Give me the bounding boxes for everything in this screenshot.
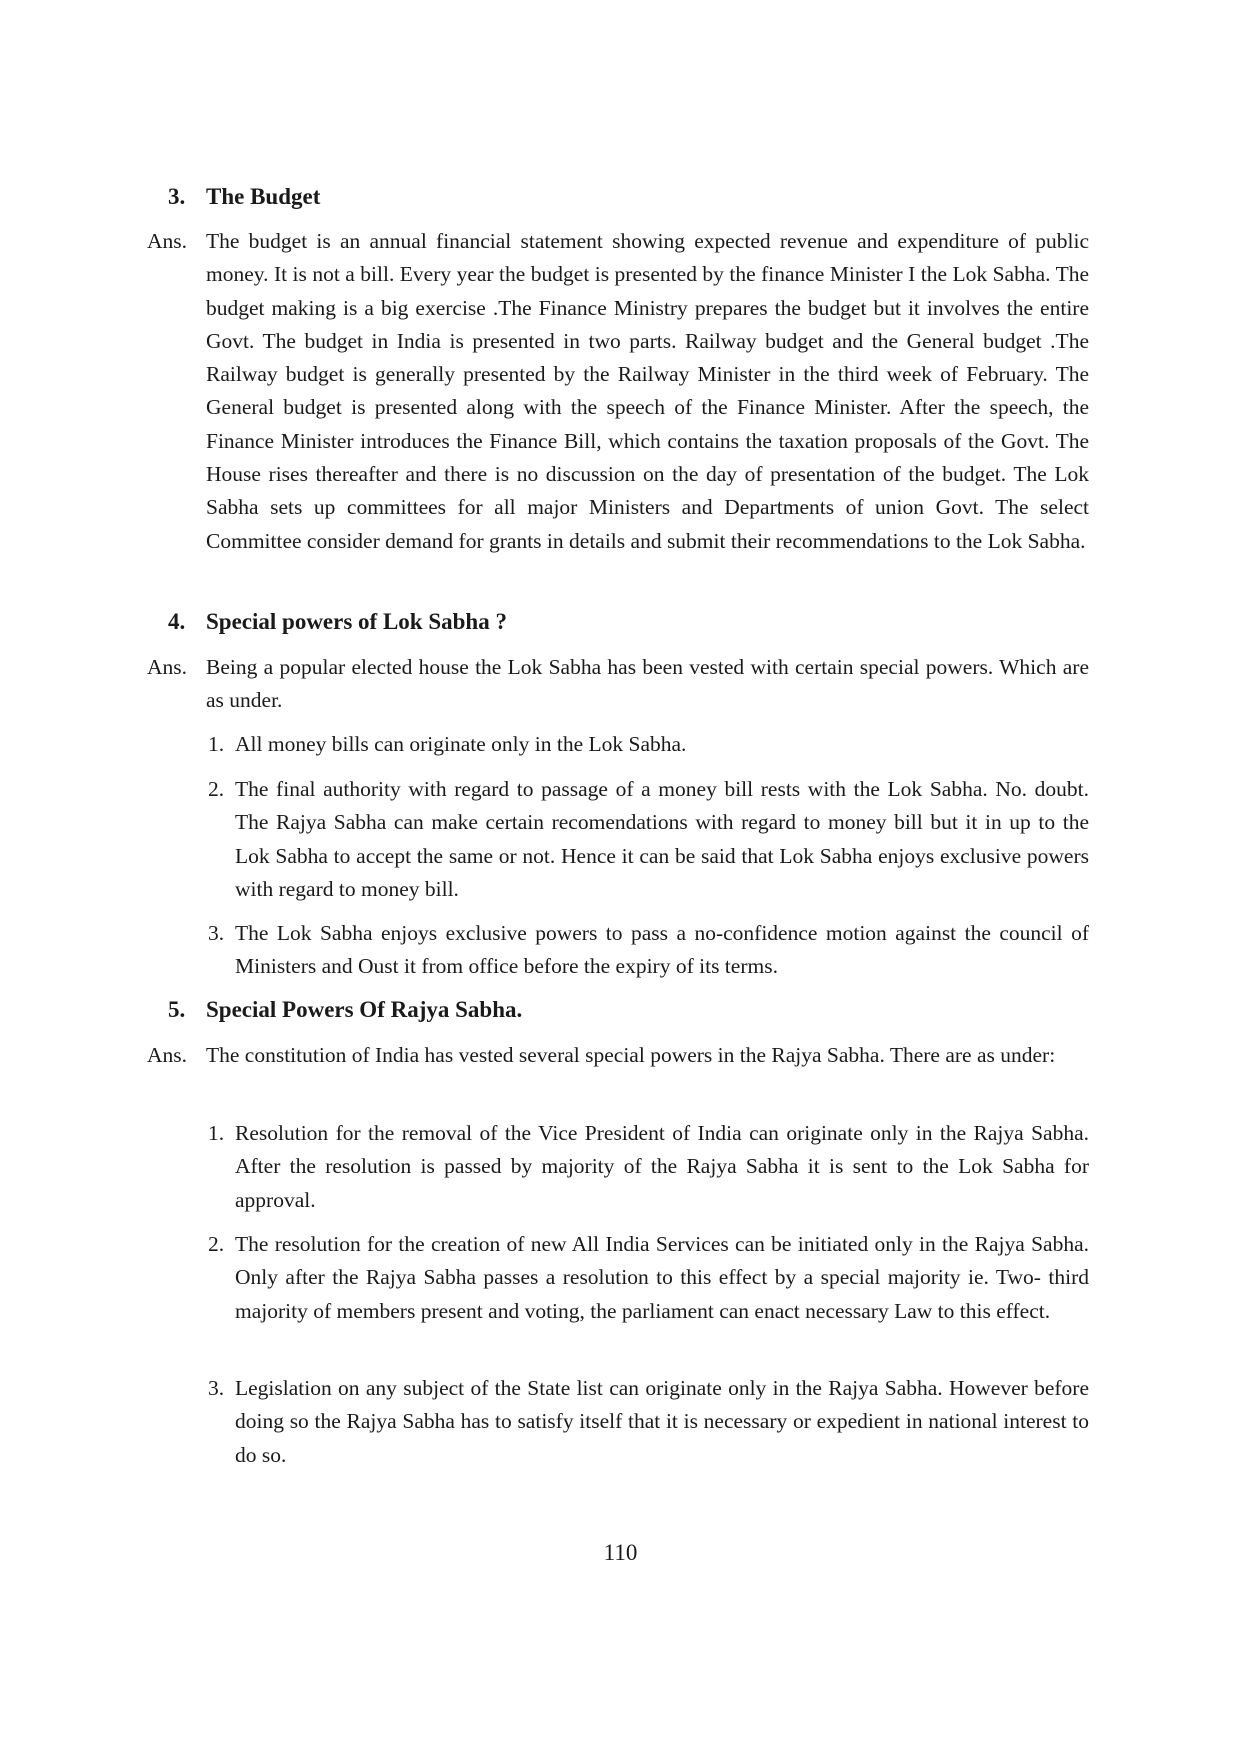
question-heading — [168, 182, 320, 212]
list-item — [208, 1228, 1089, 1328]
list-item-number: 1. — [208, 732, 225, 756]
list-item-text: The resolution for the creation of new All India Services can be initiated only in the Rajya Sabha. Only after the Rajya Sabha passes a resolution to this effect by a special majority ie. Two- third majority of members present and voting, the parliament can enact necessary Law to this effect. — [235, 1232, 1089, 1323]
question-number: 4. — [168, 609, 186, 634]
list-item-number: 2. — [208, 777, 225, 801]
list-item-text: Resolution for the removal of the Vice President of India can originate only in the Rajya Sabha. After the resolution is passed by majority of the Rajya Sabha it is sent to the Lok Sabha for approval. — [235, 1121, 1089, 1212]
list-item — [208, 773, 1089, 906]
answer-text: The budget is an annual financial statement showing expected revenue and expenditure of public money. It is not a bill. Every year the budget is presented by the finance Minister I the Lok Sabha. The budget making is a big exercise .The Finance Ministry prepares the budget but it involves the entire Govt. The budget in India is presented in two parts. Railway budget and the General budget .The Railway budget is generally presented by the Railway Minister in the third week of February. The General budget is presented along with the speech of the Finance Minister. After the speech, the Finance Minister introduces the Finance Bill, which contains the taxation proposals of the Govt. The House rises thereafter and there is no discussion on the day of presentation of the budget. The Lok Sabha sets up committees for all major Ministers and Departments of union Govt. The select Committee consider demand for grants in details and submit their recommendations to the Lok Sabha. — [206, 229, 1089, 553]
question-title: Special Powers Of Rajya Sabha. — [206, 997, 523, 1022]
answer-label: Ans. — [147, 229, 188, 253]
list-item-number: 3. — [208, 1376, 225, 1400]
page-number: 110 — [603, 1540, 638, 1565]
list-item-number: 3. — [208, 921, 225, 945]
question-number: 3. — [168, 184, 186, 209]
answer-label: Ans. — [147, 1043, 188, 1067]
list-item — [208, 1117, 1089, 1217]
question-number: 5. — [168, 997, 186, 1022]
list-item — [208, 1372, 1089, 1472]
question-title: Special powers of Lok Sabha ? — [206, 609, 507, 634]
list-item — [208, 728, 1089, 761]
list-item-number: 1. — [208, 1121, 225, 1145]
list-item-text: The Lok Sabha enjoys exclusive powers to pass a no-confidence motion against the council of Ministers and Oust it from office before the expiry of its terms. — [235, 921, 1089, 979]
question-heading — [168, 995, 522, 1025]
answer-text: The constitution of India has vested several special powers in the Rajya Sabha. There are as under: — [206, 1043, 1056, 1067]
question-heading — [168, 607, 507, 637]
list-item-text: All money bills can originate only in the Lok Sabha. — [235, 732, 687, 756]
answer-text: Being a popular elected house the Lok Sabha has been vested with certain special powers. Which are as under. — [206, 655, 1089, 713]
question-title: The Budget — [206, 184, 321, 209]
list-item — [208, 917, 1089, 984]
answer-label: Ans. — [147, 655, 188, 679]
list-item-text: Legislation on any subject of the State list can originate only in the Rajya Sabha. However before doing so the Rajya Sabha has to satisfy itself that it is necessary or expedient in national interest to do so. — [235, 1376, 1089, 1467]
list-item-text: The final authority with regard to passage of a money bill rests with the Lok Sabha. No. doubt. The Rajya Sabha can make certain recomendations with regard to money bill but it in up to the Lok Sabha to accept the same or not. Hence it can be said that Lok Sabha enjoys exclusive powers with regard to money bill. — [235, 777, 1089, 901]
list-item-number: 2. — [208, 1232, 225, 1256]
